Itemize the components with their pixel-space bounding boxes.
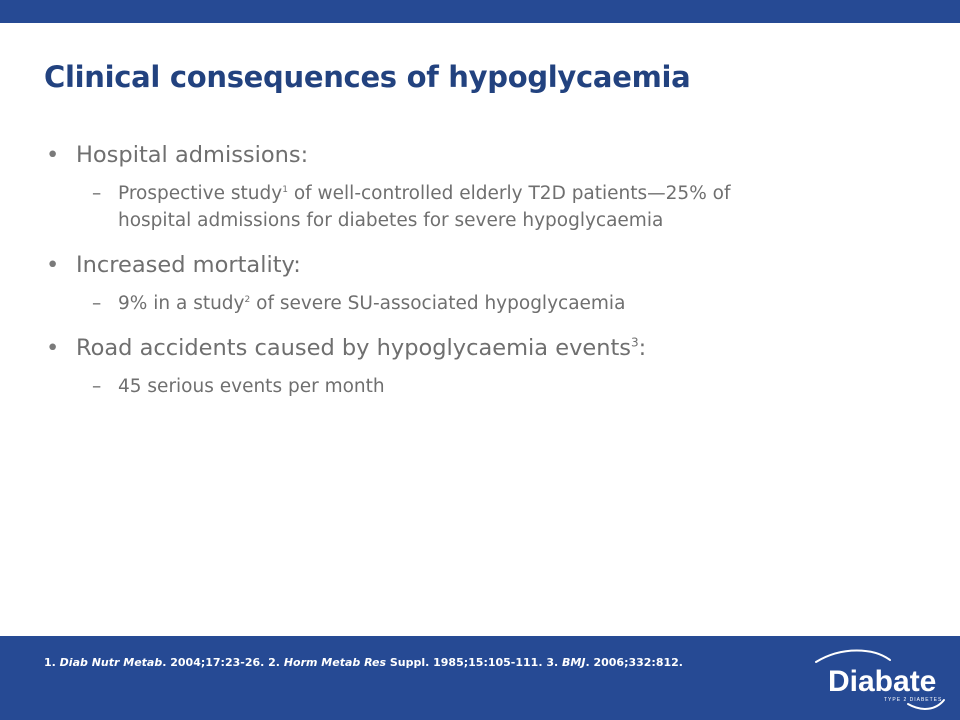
logo-swoosh-top: [816, 651, 890, 663]
bullet-hospital-admissions: • Hospital admissions:: [44, 140, 904, 170]
sub-text-post: of well-controlled elderly T2D patients—25% of: [287, 183, 731, 204]
ref-text: 1.: [44, 656, 60, 669]
slide-content: [44, 140, 904, 416]
sub-text-post: of severe SU-associated hypoglycaemia: [250, 293, 626, 314]
citation-2: 2: [244, 294, 251, 305]
citation-1: 1: [282, 184, 288, 195]
ref-text: . 2006;332:812.: [585, 656, 683, 669]
slide-title: Clinical consequences of hypoglycaemia: [44, 60, 691, 94]
dash-marker: –: [92, 183, 102, 204]
dash-marker: –: [92, 293, 102, 314]
sub-text-pre: Prospective study: [118, 183, 283, 204]
dash-marker: –: [92, 376, 102, 397]
citation-3: 3: [631, 335, 639, 350]
logo-subtext: TYPE 2 DIABETES: [884, 697, 943, 703]
diabate-logo: [812, 644, 948, 716]
bullet-text-pre: Road accidents caused by hypoglycaemia events: [76, 335, 632, 361]
sub-bullet-serious-events: [44, 373, 904, 400]
references: [44, 656, 683, 669]
ref-journal: BMJ: [562, 656, 586, 669]
bullet-increased-mortality: • Increased mortality:: [44, 250, 904, 280]
sub-bullet-prospective-study: [44, 180, 904, 234]
sub-text-line2: hospital admissions for diabetes for severe hypoglycaemia: [118, 210, 664, 231]
ref-text: Suppl. 1985;15:105-111. 3.: [386, 656, 563, 669]
bullet-road-accidents: [44, 333, 904, 363]
footer-bar: [0, 636, 960, 720]
sub-text-pre: 9% in a study: [118, 293, 245, 314]
bullet-text-post: :: [638, 335, 647, 361]
sub-text: 45 serious events per month: [118, 376, 385, 397]
ref-journal: Horm Metab Res: [283, 656, 387, 669]
ref-text: . 2004;17:23-26. 2.: [162, 656, 284, 669]
logo-text: Diabate: [828, 665, 937, 698]
top-bar: [0, 0, 960, 23]
sub-bullet-mortality-study: [44, 290, 904, 317]
ref-journal: Diab Nutr Metab: [59, 656, 163, 669]
